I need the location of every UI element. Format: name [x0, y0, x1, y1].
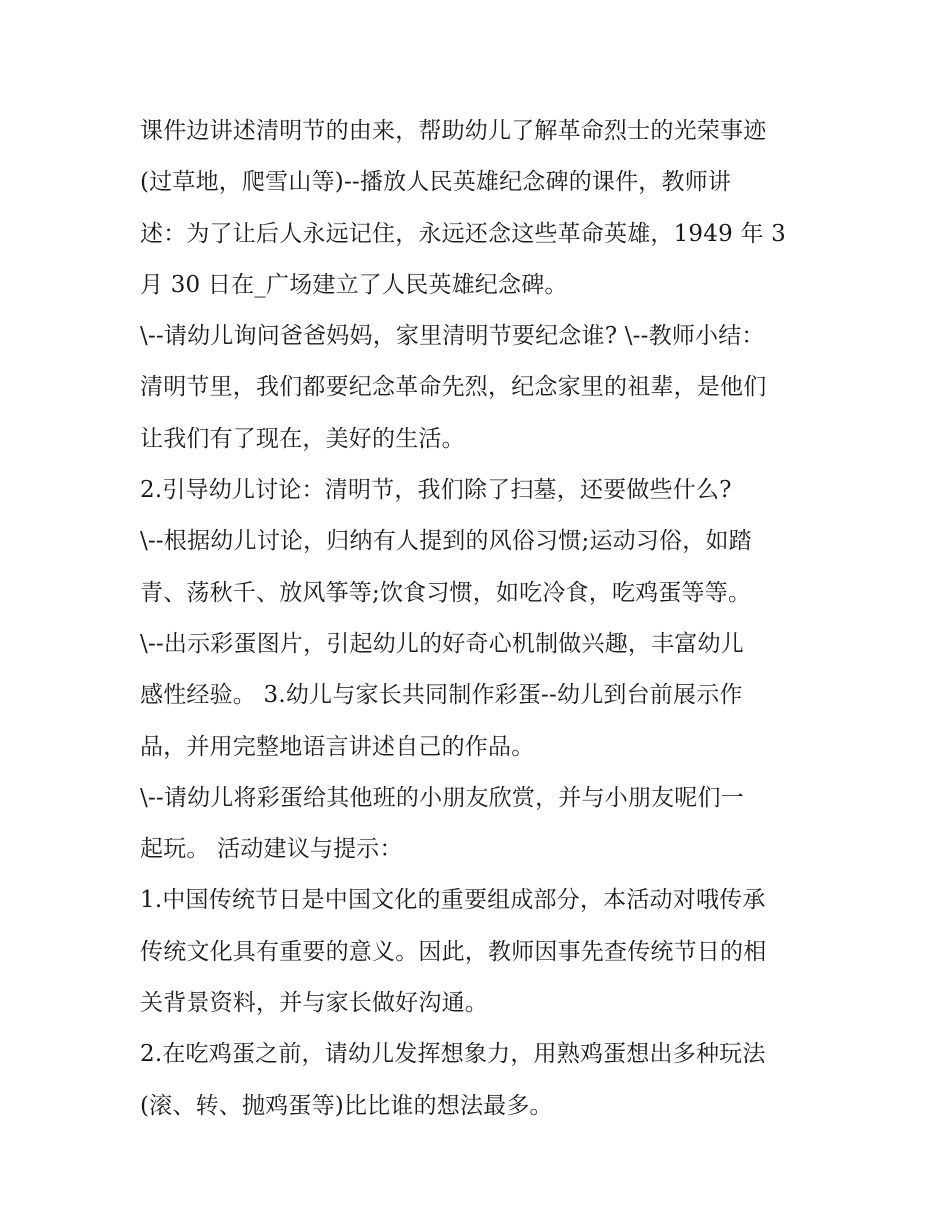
- text-line: 1.中国传统节日是中国文化的重要组成部分，本活动对哦传承: [140, 887, 766, 914]
- document-body: [140, 106, 830, 1132]
- text-line: 关背景资料，并与家长做好沟通。: [140, 990, 488, 1017]
- text-line: 述：为了让后人永远记住，永远还念这些革命英雄，1949 年 3: [140, 220, 786, 247]
- text-line: 清明节里，我们都要纪念革命先烈，纪念家里的祖辈，是他们: [140, 374, 767, 401]
- text-line: \--出示彩蛋图片，引起幼儿的好奇心机制做兴趣，丰富幼儿: [140, 630, 744, 657]
- text-line: (过草地，爬雪山等)--播放人民英雄纪念碑的课件，教师讲: [140, 169, 732, 196]
- text-line: 感性经验。 3.幼儿与家长共同制作彩蛋--幼儿到台前展示作: [140, 682, 743, 709]
- text-line: \--请幼儿将彩蛋给其他班的小朋友欣赏，并与小朋友呢们一: [140, 784, 744, 811]
- text-line: 起玩。 活动建议与提示：: [140, 836, 403, 863]
- text-line: 2.引导幼儿讨论：清明节，我们除了扫墓，还要做些什么?: [140, 477, 732, 504]
- text-line: 传统文化具有重要的意义。因此，教师因事先查传统节日的相: [140, 938, 767, 965]
- text-line: 青、荡秋千、放风筝等;饮食习惯，如吃冷食，吃鸡蛋等等。: [140, 579, 752, 606]
- text-line: \--请幼儿询问爸爸妈妈，家里清明节要纪念谁? \--教师小结：: [140, 323, 765, 350]
- text-line: (滚、转、抛鸡蛋等)比比谁的想法最多。: [140, 1092, 553, 1119]
- text-line: \--根据幼儿讨论，归纳有人提到的风俗习惯;运动习俗，如踏: [140, 528, 752, 555]
- text-line: 2.在吃鸡蛋之前，请幼儿发挥想象力，用熟鸡蛋想出多种玩法: [140, 1041, 766, 1068]
- text-line: 月 30 日在_广场建立了人民英雄纪念碑。: [140, 271, 568, 298]
- text-line: 课件边讲述清明节的由来，帮助幼儿了解革命烈士的光荣事迹: [140, 118, 767, 144]
- text-line: 让我们有了现在，美好的生活。: [140, 425, 465, 452]
- text-line: 品，并用完整地语言讲述自己的作品。: [140, 733, 535, 760]
